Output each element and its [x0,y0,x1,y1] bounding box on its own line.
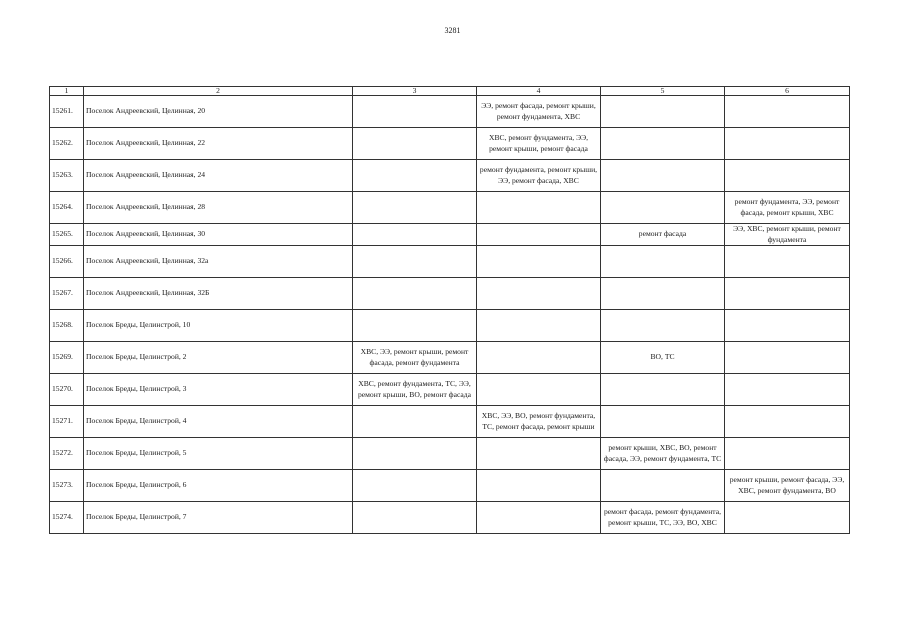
header-col-1: 1 [50,87,84,96]
row-number: 15274. [50,502,84,534]
row-col-6 [725,310,850,342]
row-col-4: ЭЭ, ремонт фасада, ремонт крыши, ремонт фундамента, ХВС [477,96,601,128]
row-col-6 [725,278,850,310]
row-address: Поселок Бреды, Целинстрой, 5 [84,438,353,470]
row-col-5: ремонт крыши, ХВС, ВО, ремонт фасада, ЭЭ, ремонт фундамента, ТС [601,438,725,470]
header-row [50,87,850,96]
table-row [50,310,850,342]
row-col-4 [477,502,601,534]
row-number: 15267. [50,278,84,310]
row-col-5 [601,192,725,224]
table-row [50,374,850,406]
row-number: 15270. [50,374,84,406]
row-col-6 [725,246,850,278]
row-col-6 [725,374,850,406]
row-col-4 [477,246,601,278]
row-col-5: ВО, ТС [601,342,725,374]
table-row [50,192,850,224]
row-address: Поселок Андреевский, Целинная, 22 [84,128,353,160]
row-number: 15269. [50,342,84,374]
row-col-5 [601,278,725,310]
header-col-3: 3 [353,87,477,96]
row-col-3: ХВС, ЭЭ, ремонт крыши, ремонт фасада, ремонт фундамента [353,342,477,374]
table-row [50,246,850,278]
header-col-2: 2 [84,87,353,96]
row-col-5 [601,470,725,502]
row-col-4 [477,310,601,342]
row-number: 15273. [50,470,84,502]
row-address: Поселок Андреевский, Целинная, 32Б [84,278,353,310]
row-col-5 [601,374,725,406]
table-row [50,160,850,192]
row-col-4: ремонт фундамента, ремонт крыши, ЭЭ, ремонт фасада, ХВС [477,160,601,192]
row-number: 15271. [50,406,84,438]
row-number: 15263. [50,160,84,192]
row-col-3 [353,192,477,224]
row-col-3 [353,438,477,470]
table-row [50,502,850,534]
table-row [50,128,850,160]
row-col-3 [353,96,477,128]
row-col-4 [477,470,601,502]
row-address: Поселок Бреды, Целинстрой, 6 [84,470,353,502]
row-col-5 [601,246,725,278]
works-table [49,86,850,534]
row-col-6 [725,128,850,160]
row-col-4 [477,438,601,470]
row-address: Поселок Бреды, Целинстрой, 4 [84,406,353,438]
row-number: 15264. [50,192,84,224]
row-col-5 [601,160,725,192]
row-col-4 [477,224,601,246]
row-number: 15265. [50,224,84,246]
row-col-5 [601,96,725,128]
row-col-3: ХВС, ремонт фундамента, ТС, ЭЭ, ремонт крыши, ВО, ремонт фасада [353,374,477,406]
row-col-6 [725,342,850,374]
row-number: 15266. [50,246,84,278]
row-col-3 [353,160,477,192]
row-col-3 [353,246,477,278]
row-col-5: ремонт фасада [601,224,725,246]
row-col-4 [477,342,601,374]
page-number: 3281 [444,26,461,35]
row-col-5: ремонт фасада, ремонт фундамента, ремонт крыши, ТС, ЭЭ, ВО, ХВС [601,502,725,534]
row-col-6: ЭЭ, ХВС, ремонт крыши, ремонт фундамента [725,224,850,246]
table-row [50,224,850,246]
row-col-6 [725,438,850,470]
row-col-3 [353,278,477,310]
header-col-6: 6 [725,87,850,96]
row-col-6: ремонт крыши, ремонт фасада, ЭЭ, ХВС, ремонт фундамента, ВО [725,470,850,502]
row-col-6 [725,502,850,534]
table-row [50,406,850,438]
row-col-6 [725,406,850,438]
row-col-4 [477,278,601,310]
row-col-4: ХВС, ЭЭ, ВО, ремонт фундамента, ТС, ремонт фасада, ремонт крыши [477,406,601,438]
row-col-4: ХВС, ремонт фундамента, ЭЭ, ремонт крыши, ремонт фасада [477,128,601,160]
row-address: Поселок Бреды, Целинстрой, 10 [84,310,353,342]
row-col-6 [725,96,850,128]
row-col-3 [353,128,477,160]
row-address: Поселок Бреды, Целинстрой, 2 [84,342,353,374]
row-address: Поселок Андреевский, Целинная, 32а [84,246,353,278]
row-number: 15262. [50,128,84,160]
row-number: 15261. [50,96,84,128]
row-number: 15272. [50,438,84,470]
row-number: 15268. [50,310,84,342]
row-address: Поселок Андреевский, Целинная, 30 [84,224,353,246]
table-row [50,278,850,310]
row-col-4 [477,192,601,224]
row-col-5 [601,406,725,438]
row-col-5 [601,128,725,160]
table-row [50,96,850,128]
row-address: Поселок Андреевский, Целинная, 20 [84,96,353,128]
row-col-3 [353,502,477,534]
row-col-6: ремонт фундамента, ЭЭ, ремонт фасада, ремонт крыши, ХВС [725,192,850,224]
table-row [50,342,850,374]
row-col-3 [353,406,477,438]
row-address: Поселок Бреды, Целинстрой, 7 [84,502,353,534]
row-address: Поселок Андреевский, Целинная, 28 [84,192,353,224]
table-row [50,438,850,470]
row-col-3 [353,310,477,342]
row-col-3 [353,224,477,246]
row-col-3 [353,470,477,502]
row-col-6 [725,160,850,192]
row-address: Поселок Андреевский, Целинная, 24 [84,160,353,192]
row-col-5 [601,310,725,342]
table-row [50,470,850,502]
header-col-5: 5 [601,87,725,96]
header-col-4: 4 [477,87,601,96]
row-col-4 [477,374,601,406]
row-address: Поселок Бреды, Целинстрой, 3 [84,374,353,406]
